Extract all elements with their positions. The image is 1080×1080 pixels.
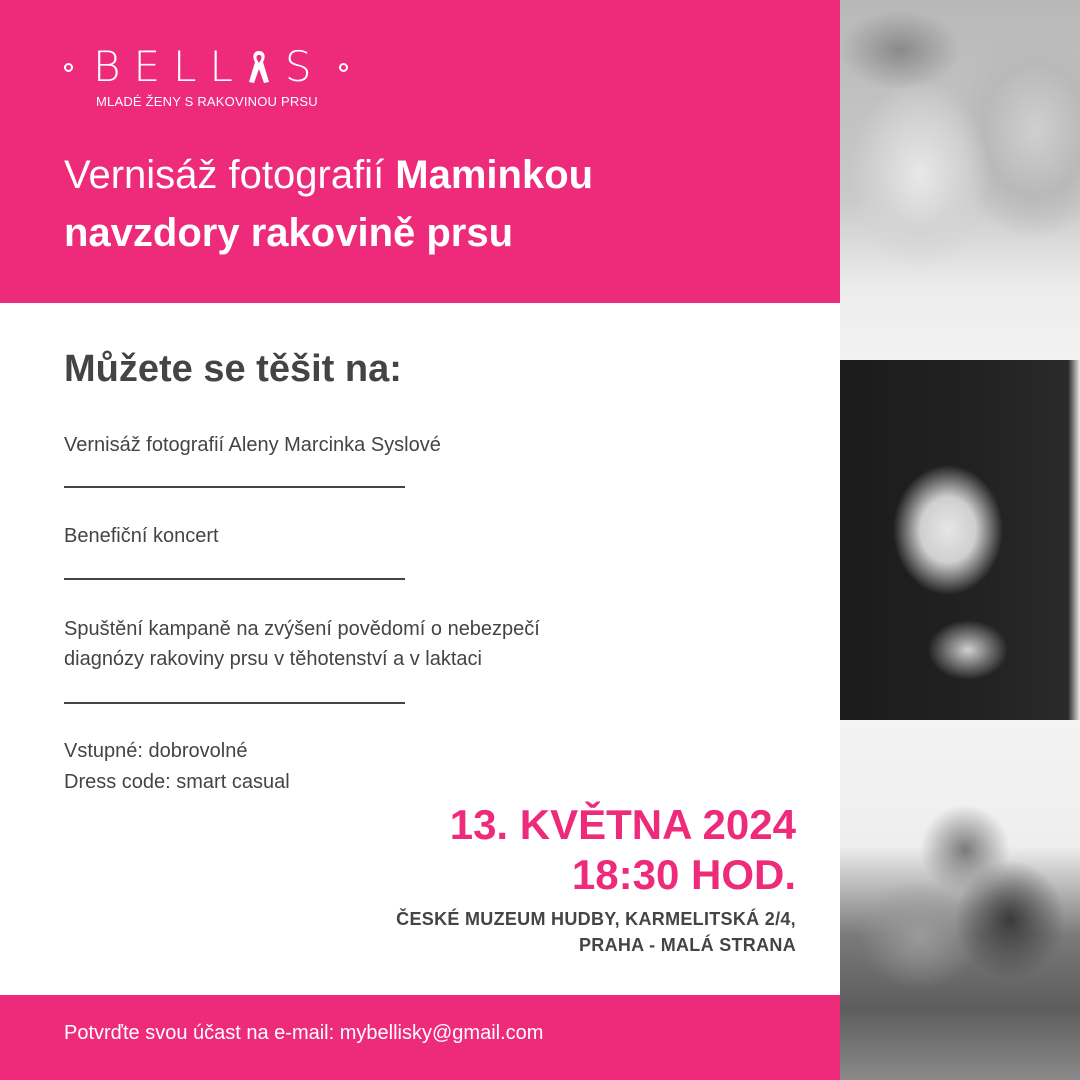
title-bold-2: navzdory rakovině prsu	[64, 211, 514, 255]
rsvp-text: Potvrďte svou účast na e-mail: mybellisky@gmail.com	[64, 1022, 544, 1044]
tagline: MLADÉ ŽENY S RAKOVINOU PRSU	[96, 94, 318, 109]
photo-mother-and-toddler	[840, 0, 1080, 360]
program-item: Benefiční koncert	[64, 525, 219, 547]
event-date: 13. KVĚTNA 2024	[449, 801, 796, 848]
page-title	[64, 146, 824, 262]
bellis-logo	[64, 42, 348, 91]
entry-fee-value: dobrovolné	[142, 740, 248, 762]
event-datetime	[450, 800, 796, 900]
divider	[64, 702, 405, 704]
logo-letters-left: BELL	[93, 42, 246, 91]
venue-line-1: ČESKÉ MUZEUM HUDBY, KARMELITSKÁ 2/4,	[396, 909, 796, 929]
dress-code-label: Dress code:	[64, 771, 171, 793]
program-heading: Můžete se těšit na:	[64, 348, 402, 390]
program-item-line: Spuštění kampaně na zvýšení povědomí o nebezpečí	[64, 618, 540, 640]
dress-code-value: smart casual	[170, 771, 290, 793]
dress-code	[64, 767, 290, 798]
logo-dot-left-icon	[64, 63, 73, 72]
event-venue	[396, 906, 796, 958]
program-item-line: diagnózy rakoviny prsu v těhotenství a v laktaci	[64, 648, 482, 670]
photo-toddler-hug	[840, 360, 1080, 720]
logo-letters-right: S	[284, 42, 325, 91]
logo-wordmark	[93, 42, 325, 91]
logo-dot-right-icon	[339, 63, 348, 72]
title-regular: Vernisáž fotografií	[64, 153, 396, 197]
venue-line-2: PRAHA - MALÁ STRANA	[578, 935, 796, 955]
entry-fee	[64, 736, 290, 767]
title-bold-1: Maminkou	[395, 153, 594, 197]
event-details	[64, 736, 290, 798]
event-time: 18:30 HOD.	[571, 851, 796, 898]
awareness-ribbon-icon	[246, 49, 272, 85]
photo-mother-with-boys	[840, 720, 1080, 1080]
entry-fee-label: Vstupné:	[64, 740, 143, 762]
program-item	[64, 614, 704, 674]
divider	[64, 486, 405, 488]
program-item: Vernisáž fotografií Aleny Marcinka Syslové	[64, 434, 441, 456]
divider	[64, 578, 405, 580]
